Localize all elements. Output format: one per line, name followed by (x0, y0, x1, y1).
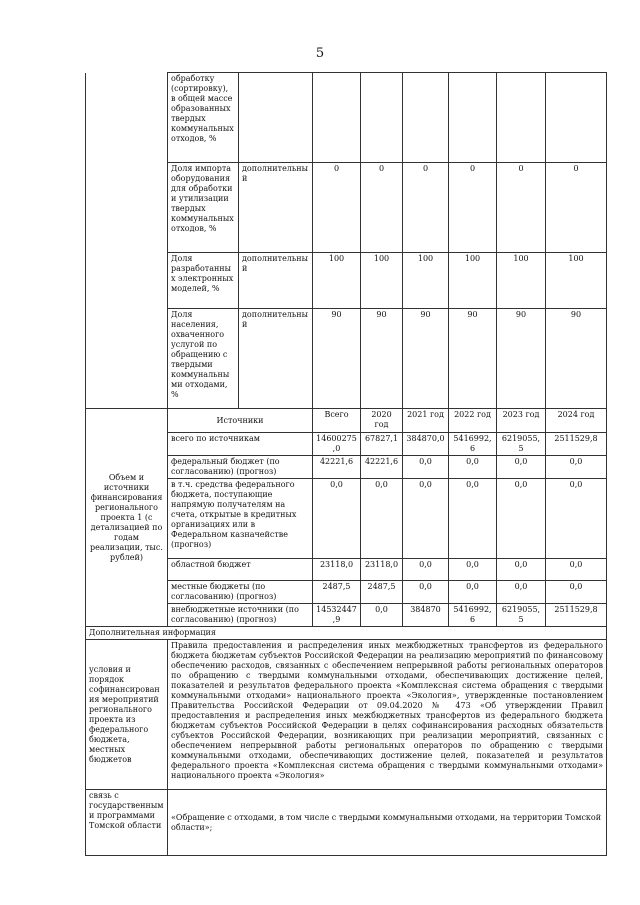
indicator-value (546, 73, 607, 163)
blank-cell (86, 309, 168, 409)
source-value: 67827,1 (361, 433, 403, 456)
source-value: 0,0 (403, 479, 449, 559)
source-value: 0,0 (403, 581, 449, 604)
indicator-value: 0 (361, 163, 403, 253)
source-total: 14532447,9 (313, 604, 361, 627)
program-link-text: «Обращение с отходами, в том числе с твердыми коммунальными отходами, на территории Томской области»; (168, 790, 607, 856)
source-value: 0,0 (546, 559, 607, 581)
indicator-value: 100 (497, 253, 546, 309)
indicator-value (449, 73, 497, 163)
source-name: в т.ч. средства федерального бюджета, поступающие напрямую получателям на счета, открытые в кредитных организациях или в Федеральном казначействе (прогноз) (168, 479, 313, 559)
source-total: 42221,6 (313, 456, 361, 479)
indicator-value: 0 (449, 163, 497, 253)
source-value: 2511529,8 (546, 604, 607, 627)
source-value: 5416992,6 (449, 433, 497, 456)
indicator-row (86, 163, 607, 253)
source-total: 23118,0 (313, 559, 361, 581)
conditions-label: условия и порядок софинансирования мероприятий регионального проекта из федерального бюджета, местных бюджетов (86, 640, 168, 790)
indicator-value: 0 (313, 163, 361, 253)
indicator-row (86, 253, 607, 309)
indicator-name: Доля импорта оборудования для обработки и утилизации твердых коммунальных отходов, % (168, 163, 239, 253)
indicator-value: 90 (546, 309, 607, 409)
source-value: 23118,0 (361, 559, 403, 581)
source-value: 384870,0 (403, 433, 449, 456)
source-name: областной бюджет (168, 559, 313, 581)
blank-cell (86, 73, 168, 163)
conditions-text: Правила предоставления и распределения иных межбюджетных трансфертов из федерального бюджета бюджетам субъектов Российской Федерации на реализацию мероприятий по финансовому обеспечению расходов, связанных с обеспечением непрерывной работы региональных операторов по обращению с твердыми коммунальными отходами, обеспечивающих достижение целей, показателей и результатов федерального проекта «Комплексная система обращения с твердыми коммунальными отходами» национального проекта «Экология», утвержденные постановлением Правительства Российской Федерации от 09.04.2020 № 473 «Об утверждении Правил предоставления и распределения иных межбюджетных трансфертов из федерального бюджета бюджетам субъектов Российской Федерации в целях софинансирования расходных обязательств субъектов Российской Федерации, возникающих при реализации мероприятий, связанных с обеспечением непрерывной работы региональных операторов по обращению с твердыми коммунальными отходами, обеспечивающих достижение целей, показателей и результатов федерального проекта «Комплексная система обращения с твердыми коммунальными отходами» национального проекта «Экология» (168, 640, 607, 790)
indicator-value: 90 (449, 309, 497, 409)
source-value: 0,0 (403, 559, 449, 581)
indicator-value: 100 (449, 253, 497, 309)
source-value: 0,0 (497, 559, 546, 581)
program-link-row (86, 790, 607, 856)
source-value: 6219055,5 (497, 433, 546, 456)
source-value: 384870 (403, 604, 449, 627)
finance-header-row (86, 409, 607, 433)
indicator-value (313, 73, 361, 163)
indicator-value: 0 (497, 163, 546, 253)
source-value: 42221,6 (361, 456, 403, 479)
total-header: Всего (313, 409, 361, 433)
indicator-value: 100 (313, 253, 361, 309)
source-name: всего по источникам (168, 433, 313, 456)
blank-cell (86, 163, 168, 253)
year-header: 2020 год (361, 409, 403, 433)
indicator-value: 0 (546, 163, 607, 253)
source-name: федеральный бюджет (по согласованию) (прогноз) (168, 456, 313, 479)
source-value: 0,0 (449, 581, 497, 604)
source-value: 2511529,8 (546, 433, 607, 456)
year-header: 2024 год (546, 409, 607, 433)
indicator-type: дополнительный (239, 253, 313, 309)
sources-header: Источники (168, 409, 313, 433)
indicator-value: 100 (403, 253, 449, 309)
conditions-row (86, 640, 607, 790)
source-value: 0,0 (546, 581, 607, 604)
indicator-value (403, 73, 449, 163)
source-total: 0,0 (313, 479, 361, 559)
source-name: местные бюджеты (по согласованию) (прогноз) (168, 581, 313, 604)
indicator-value: 90 (361, 309, 403, 409)
year-header: 2022 год (449, 409, 497, 433)
source-value: 0,0 (449, 559, 497, 581)
indicator-type: дополнительный (239, 309, 313, 409)
source-total: 14600275,0 (313, 433, 361, 456)
year-header: 2023 год (497, 409, 546, 433)
source-value: 0,0 (497, 581, 546, 604)
program-link-label: связь с государственными программами Томской области (86, 790, 168, 856)
source-total: 2487,5 (313, 581, 361, 604)
source-value: 5416992,6 (449, 604, 497, 627)
source-value: 0,0 (403, 456, 449, 479)
additional-heading-row (86, 627, 607, 640)
source-value: 0,0 (361, 604, 403, 627)
source-value: 0,0 (449, 456, 497, 479)
indicator-value: 90 (497, 309, 546, 409)
indicator-type (239, 73, 313, 163)
indicator-value: 90 (403, 309, 449, 409)
source-value: 0,0 (449, 479, 497, 559)
indicator-name: Доля разработанных электронных моделей, % (168, 253, 239, 309)
indicator-row (86, 73, 607, 163)
indicator-value (361, 73, 403, 163)
project-table (85, 72, 607, 856)
indicator-name: Доля населения, охваченного услугой по обращению с твердыми коммунальными отходами, % (168, 309, 239, 409)
finance-label: Объем и источники финансирования регионального проекта 1 (с детализацией по годам реализации, тыс. рублей) (86, 409, 168, 627)
indicator-value: 100 (361, 253, 403, 309)
indicator-type: дополнительный (239, 163, 313, 253)
source-name: внебюджетные источники (по согласованию) (прогноз) (168, 604, 313, 627)
source-value: 0,0 (497, 456, 546, 479)
indicator-name: обработку (сортировку), в общей массе образованных твердых коммунальных отходов, % (168, 73, 239, 163)
indicator-row (86, 309, 607, 409)
year-header: 2021 год (403, 409, 449, 433)
source-value: 6219055,5 (497, 604, 546, 627)
indicator-value: 0 (403, 163, 449, 253)
source-value: 2487,5 (361, 581, 403, 604)
indicator-value: 90 (313, 309, 361, 409)
indicator-value: 100 (546, 253, 607, 309)
additional-heading: Дополнительная информация (86, 627, 607, 640)
source-value: 0,0 (361, 479, 403, 559)
source-value: 0,0 (497, 479, 546, 559)
indicator-value (497, 73, 546, 163)
blank-cell (86, 253, 168, 309)
source-value: 0,0 (546, 479, 607, 559)
source-value: 0,0 (546, 456, 607, 479)
page-number: 5 (315, 46, 325, 61)
